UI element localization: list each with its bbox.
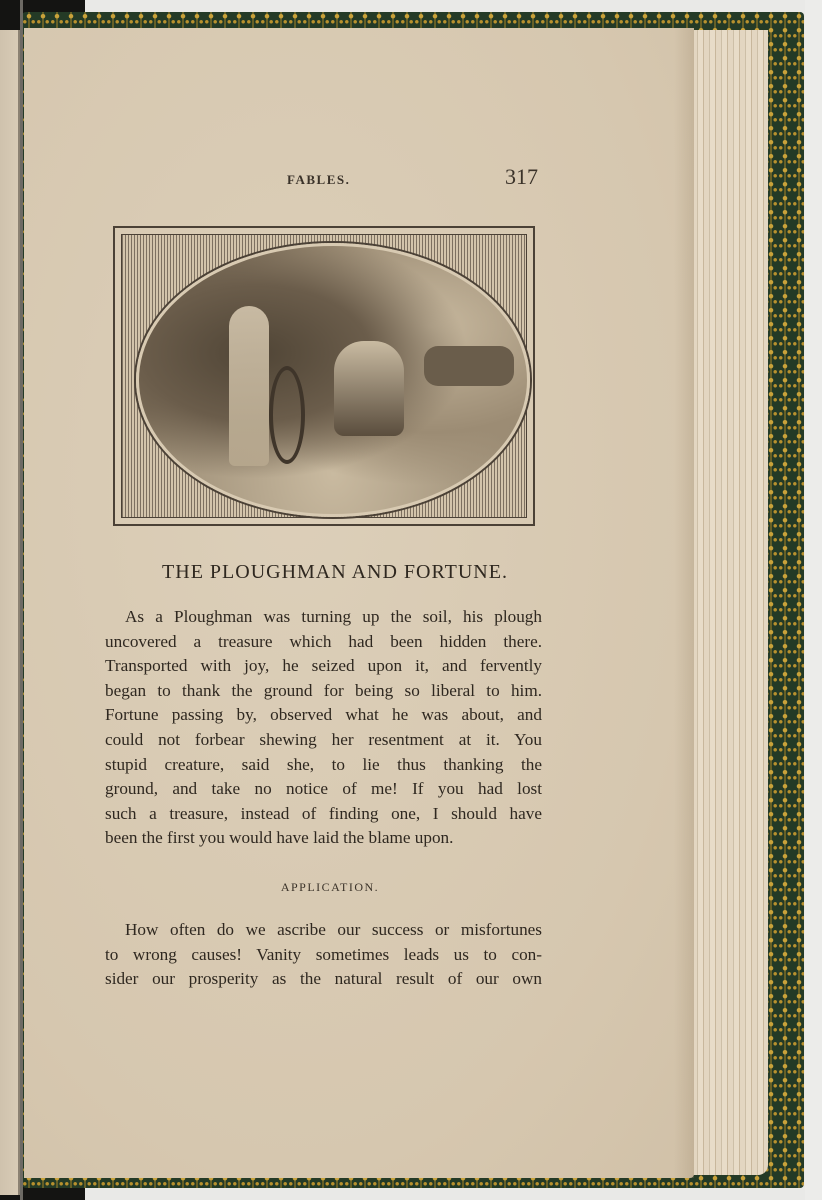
page-header (287, 164, 547, 192)
illustration-frame (113, 226, 535, 526)
application-heading: APPLICATION. (280, 880, 380, 894)
book-page (24, 28, 694, 1178)
background-light (805, 0, 822, 1200)
text-line: Fortune passing by, observed what he was about, and (105, 705, 542, 725)
page-number: 317 (505, 164, 538, 189)
left-page-edge (0, 30, 20, 1195)
running-head: FABLES. (287, 172, 351, 187)
wheel-of-fortune (269, 366, 305, 464)
engraved-border (121, 234, 527, 518)
text-line: sider our prosperity as the natural result of our own (105, 969, 542, 989)
gutter-line (20, 0, 23, 1200)
oval-engraving (136, 243, 530, 517)
text-line: stupid creature, said she, to lie thus thanking the (105, 754, 542, 774)
oxen-plough (424, 346, 514, 386)
text-line: could not forbear shewing her resentment at it. You (105, 729, 542, 749)
text-line: How often do we ascribe our success or misfortunes (125, 920, 542, 939)
text-line: As a Ploughman was turning up the soil, his plough (125, 607, 542, 626)
fortune-figure (229, 306, 269, 466)
text-line: ground, and take no notice of me! If you had lost (105, 779, 542, 799)
text-line: began to thank the ground for being so liberal to him. (105, 680, 542, 700)
fable-title: THE PLOUGHMAN AND FORTUNE. (162, 561, 508, 583)
text-line: uncovered a treasure which had been hidden there. (105, 631, 542, 651)
text-line: to wrong causes! Vanity sometimes leads us to con- (105, 944, 542, 964)
text-line: Transported with joy, he seized upon it, and fervently (105, 656, 542, 676)
ploughman-figure (334, 341, 404, 436)
application-text (105, 918, 542, 992)
text-line: been the first you would have laid the blame upon. (105, 828, 454, 848)
text-line: such a treasure, instead of finding one, I should have (105, 803, 542, 823)
deckle-edge (674, 28, 694, 1178)
fable-text (105, 605, 542, 851)
